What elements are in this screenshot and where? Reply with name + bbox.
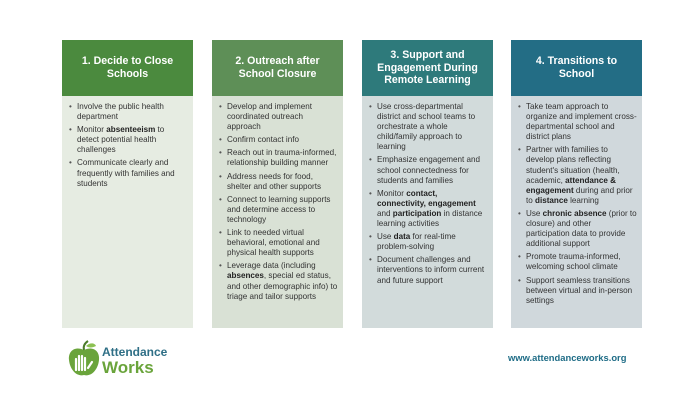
bullet-item: • Promote trauma-informed, welcoming school climate xyxy=(518,252,637,272)
bullet-item: • Use cross-departmental district and school teams to orchestrate a whole child/family approach to learning xyxy=(369,102,488,152)
bullet-item: • Support seamless transitions between virtual and in-person settings xyxy=(518,276,637,306)
bullet-item: • Monitor contact, connectivity, engagement and participation in distance learning activities xyxy=(369,189,488,229)
step-title-3: 3. Support and Engagement During Remote Learning xyxy=(362,40,493,96)
step-list-2 xyxy=(219,102,338,302)
step-column-1 xyxy=(62,40,193,328)
bullet-item: • Reach out in trauma-informed, relationship building manner xyxy=(219,148,338,168)
website-url[interactable]: www.attendanceworks.org xyxy=(508,352,627,363)
bullet-item: • Confirm contact info xyxy=(219,135,338,145)
bullet-item: • Communicate clearly and frequently with families and students xyxy=(69,158,188,188)
bullet-item: • Take team approach to organize and implement cross-departmental school and district plans xyxy=(518,102,637,142)
logo-text-works: Works xyxy=(102,358,154,377)
step-title-4: 4. Transitions to School xyxy=(511,40,642,96)
apple-hand-icon xyxy=(66,340,102,380)
step-column-4 xyxy=(511,40,642,328)
bullet-item: • Emphasize engagement and school connectedness for students and families xyxy=(369,155,488,185)
logo-text-attendance: Attendance xyxy=(102,345,168,359)
step-list-4 xyxy=(518,102,637,306)
bullet-item: • Leverage data (including absences, special ed status, and other demographic info) to triage and tailor supports xyxy=(219,261,338,301)
bullet-item: • Monitor absenteeism to detect potential health challenges xyxy=(69,125,188,155)
attendance-works-logo xyxy=(66,340,176,380)
bullet-item: • Document challenges and interventions to inform current and future support xyxy=(369,255,488,285)
step-list-3 xyxy=(369,102,488,286)
bullet-item: • Use data for real-time problem-solving xyxy=(369,232,488,252)
bullet-item: • Use chronic absence (prior to closure) and other participation data to provide additional support xyxy=(518,209,637,249)
bullet-item: • Connect to learning supports and determine access to technology xyxy=(219,195,338,225)
step-column-3 xyxy=(362,40,493,328)
step-column-2 xyxy=(212,40,343,328)
bullet-item: • Partner with families to develop plans reflecting student's situation (health, academic, attendance & engagement during and prior to distance learning xyxy=(518,145,637,206)
step-title-2: 2. Outreach after School Closure xyxy=(212,40,343,96)
bullet-item: • Involve the public health department xyxy=(69,102,188,122)
step-title-1: 1. Decide to Close Schools xyxy=(62,40,193,96)
bullet-item: • Link to needed virtual behavioral, emotional and physical health supports xyxy=(219,228,338,258)
step-list-1 xyxy=(69,102,188,189)
bullet-item: • Address needs for food, shelter and other supports xyxy=(219,172,338,192)
bullet-item: • Develop and implement coordinated outreach approach xyxy=(219,102,338,132)
